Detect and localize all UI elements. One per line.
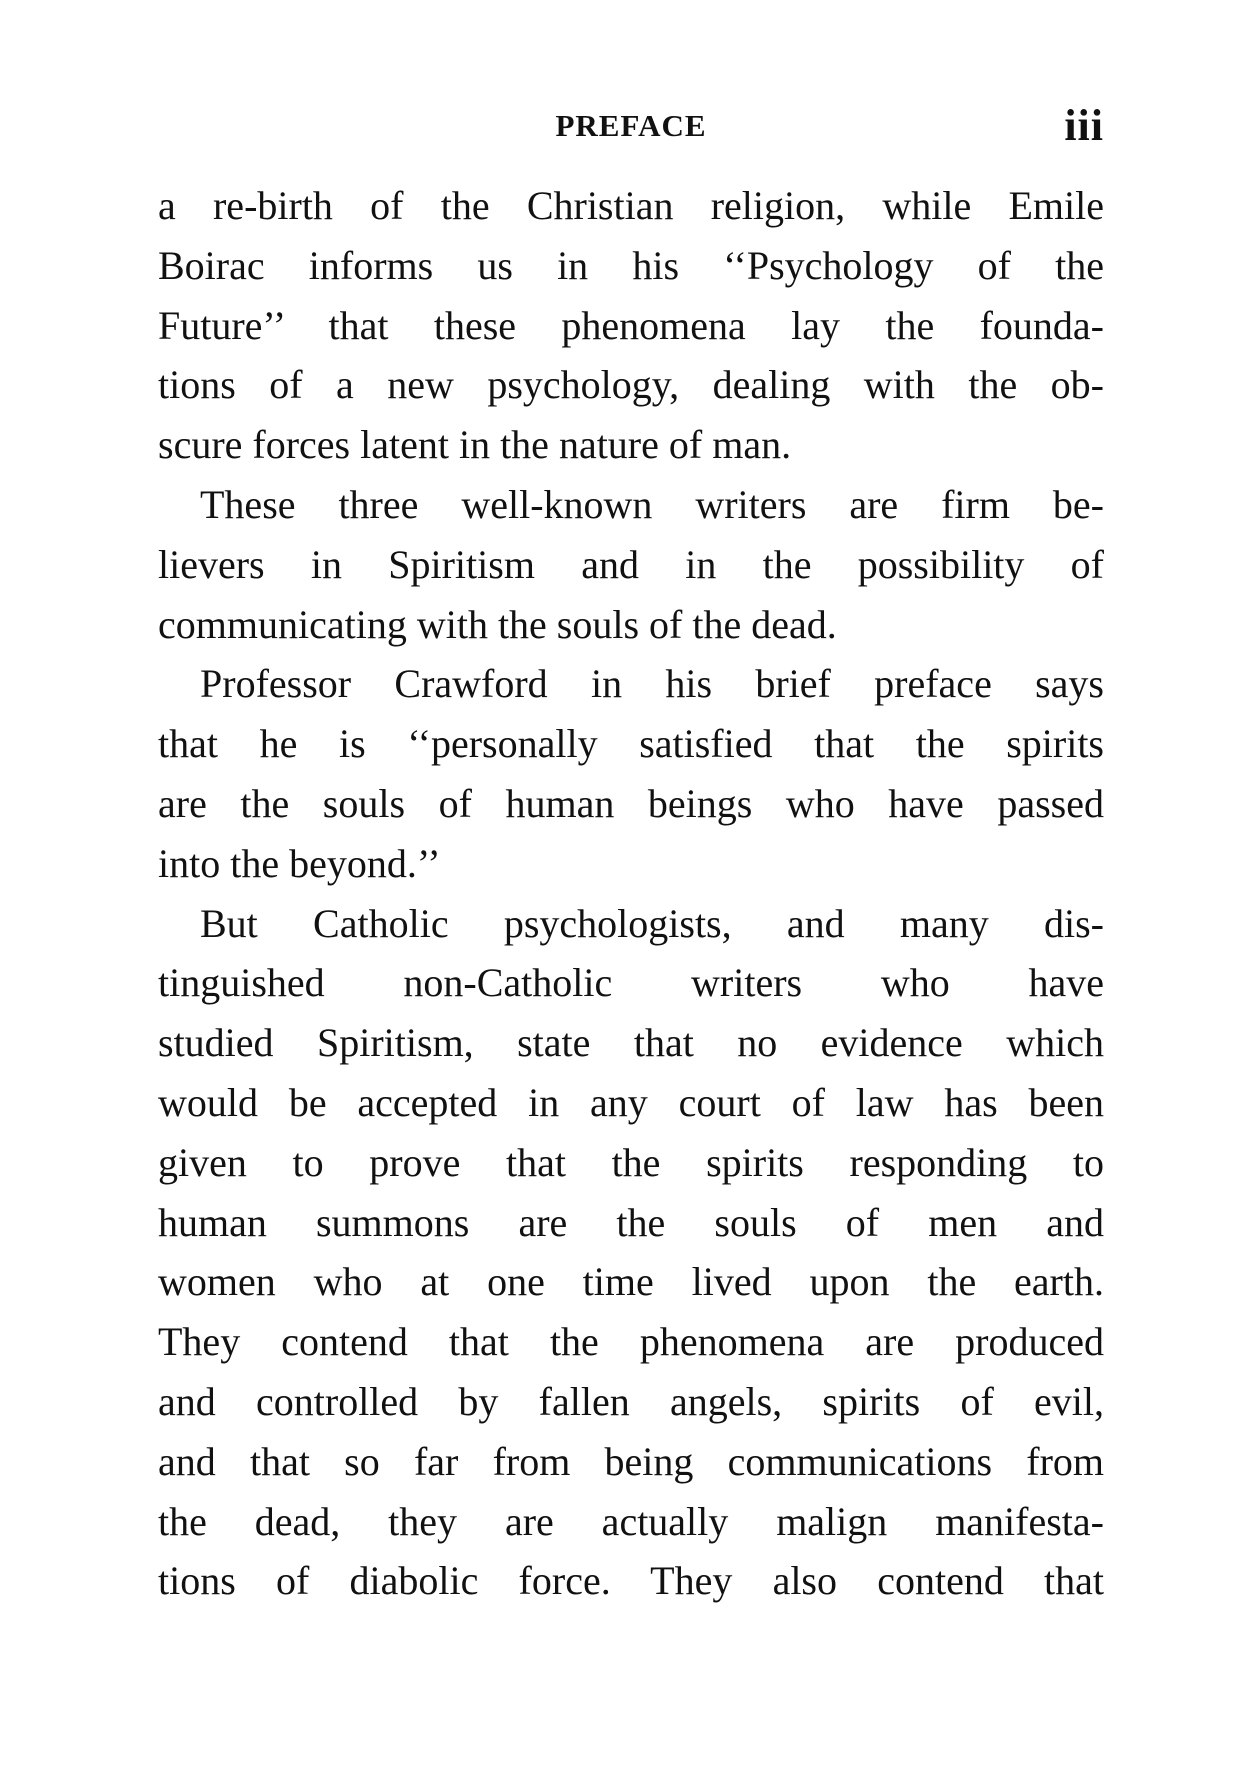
text-line: Future’’ that these phenomena lay the founda-: [158, 302, 1104, 348]
text-line: tions of a new psychology, dealing with the ob-: [158, 362, 1104, 408]
text-line: scure forces latent in the nature of man.: [158, 422, 792, 468]
text-line: into the beyond.’’: [158, 840, 441, 886]
text-line: tions of diabolic force. They also contend that: [158, 1558, 1104, 1604]
text-line: But Catholic psychologists, and many dis-: [200, 900, 1104, 946]
text-line: tinguished non-Catholic writers who have: [158, 960, 1104, 1006]
text-line: women who at one time lived upon the earth.: [158, 1259, 1104, 1305]
text-line: are the souls of human beings who have passed: [158, 780, 1104, 826]
text-line: human summons are the souls of men and: [158, 1199, 1104, 1245]
text-line: lievers in Spiritism and in the possibility of: [158, 541, 1104, 587]
text-line: Professor Crawford in his brief preface says: [200, 661, 1104, 707]
page-number: iii: [1064, 101, 1104, 150]
text-line: communicating with the souls of the dead.: [158, 601, 837, 647]
text-line: and that so far from being communications from: [158, 1438, 1104, 1484]
text-line: given to prove that the spirits responding to: [158, 1139, 1104, 1185]
text-line: These three well-known writers are firm be-: [200, 481, 1104, 527]
text-line: that he is ‘‘personally satisfied that the spirits: [158, 721, 1104, 767]
text-line: Boirac informs us in his ‘‘Psychology of the: [158, 242, 1104, 288]
running-title: PREFACE: [555, 108, 707, 143]
running-head: [158, 100, 1104, 160]
text-line: They contend that the phenomena are produced: [158, 1319, 1104, 1365]
text-line: the dead, they are actually malign manifesta-: [158, 1498, 1104, 1544]
text-line: studied Spiritism, state that no evidence which: [158, 1020, 1104, 1066]
text-line: a re-birth of the Christian religion, while Emile: [158, 183, 1104, 228]
body-text: [158, 176, 1104, 1611]
text-line: and controlled by fallen angels, spirits of evil,: [158, 1378, 1104, 1424]
text-line: would be accepted in any court of law has been: [158, 1079, 1104, 1125]
